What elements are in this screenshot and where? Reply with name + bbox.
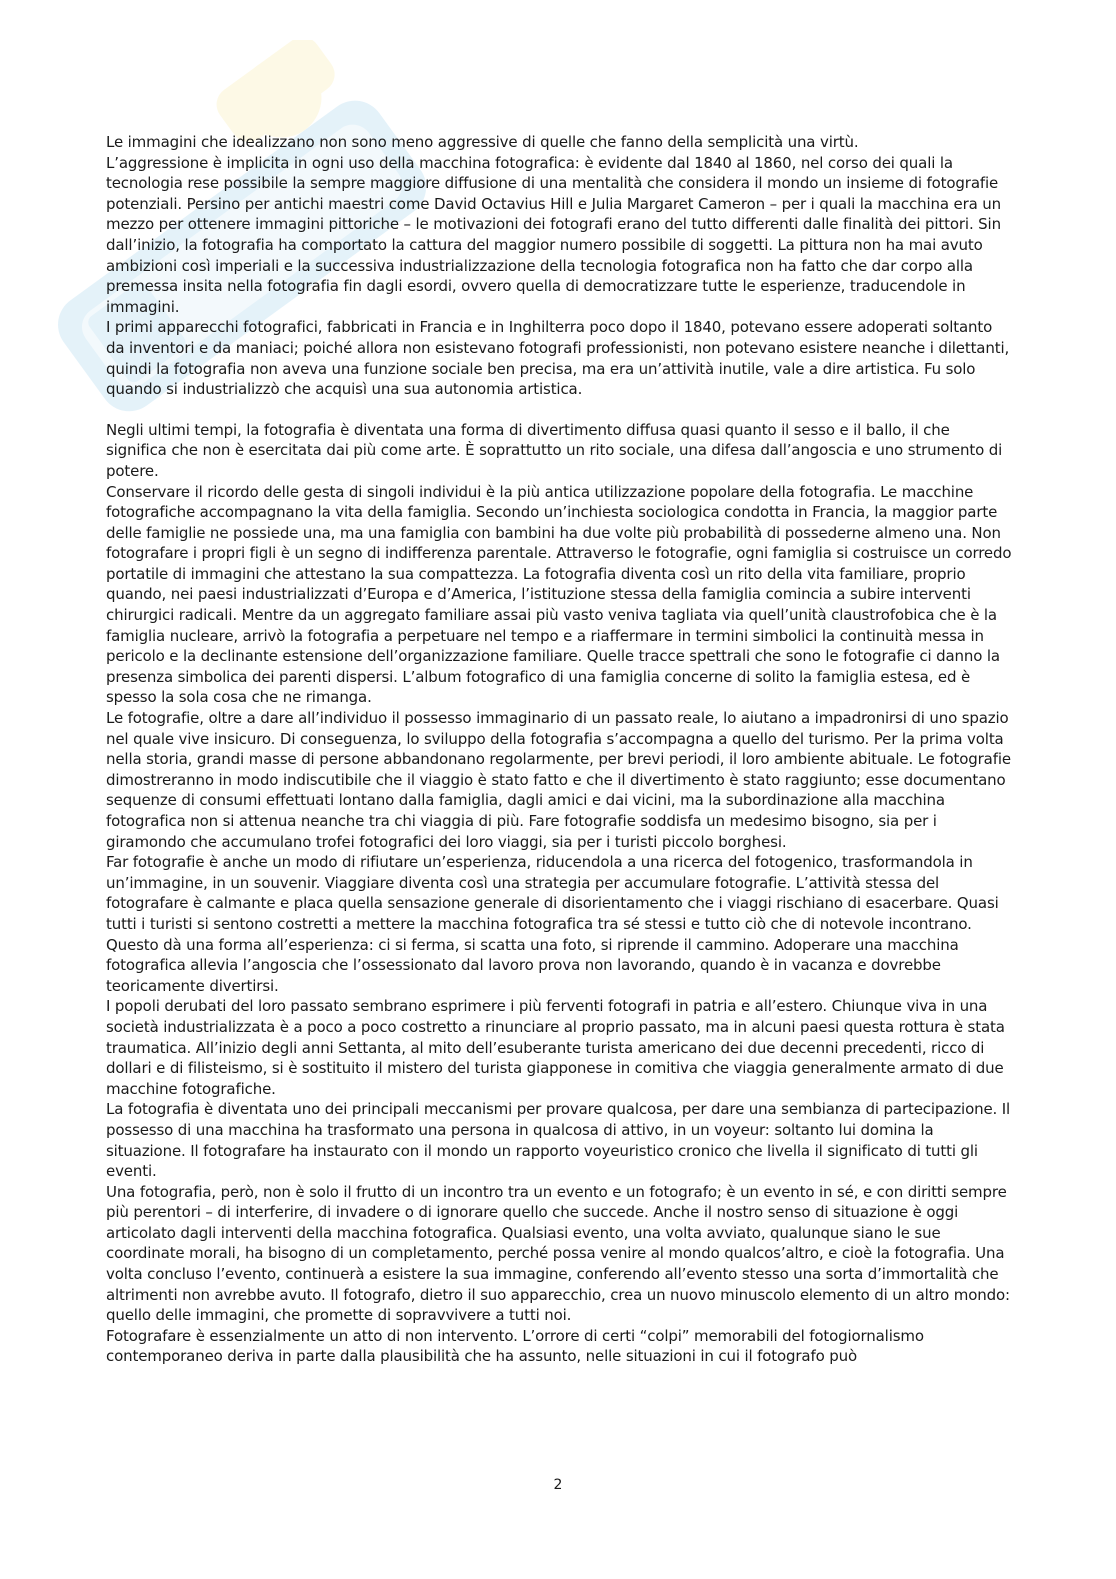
paragraph: Negli ultimi tempi, la fotografia è diventata una forma di divertimento diffusa quasi quanto il sesso e il ballo, il che significa che non è esercitata dai più come arte. È soprattutto un rito sociale, una difesa dall’angoscia e uno strumento di potere. (106, 420, 1003, 480)
paragraph: La fotografia è diventata uno dei principali meccanismi per provare qualcosa, per dare una sembianza di partecipazione. Il possesso di una macchina ha trasformato una persona in qualcosa di attivo, in un voyeur: soltanto lui domina la situazione. Il fotografare ha instaurato con il mondo un rapporto voyeuristico cronico che livella il significato di tutti gli eventi. (106, 1100, 1011, 1181)
paragraph: Le immagini che idealizzano non sono meno aggressive di quelle che fanno della semplicità una virtù. (106, 133, 859, 151)
paragraph: Una fotografia, però, non è solo il frutto di un incontro tra un evento e un fotografo; è un evento in sé, e con diritti sempre più perentori – di interferire, di invadere o di ignorare quello che succede. Anche il nostro senso di situazione è oggi articolato dagli interventi della macchina fotografica. Qualsiasi evento, una volta avviato, qualunque siano le sue coordinate morali, ha bisogno di un completamento, perché possa venire al mondo qualcos’altro, e cioè la fotografia. Una volta concluso l’evento, continuerà a esistere la sua immagine, conferendo all’evento stesso una sorta d’immortalità che altrimenti non avrebbe avuto. Il fotografo, dietro il suo apparecchio, crea un nuovo minuscolo elemento di un altro mondo: quello delle immagini, che promette di sopravvivere a tutti noi. (106, 1182, 1010, 1325)
page-number: 2 (553, 1477, 563, 1493)
paragraph: Le fotografie, oltre a dare all’individuo il possesso immaginario di un passato reale, lo aiutano a impadronirsi di uno spazio nel quale vive insicuro. Di conseguenza, lo sviluppo della fotografia s’accompagna a quello del turismo. Per la prima volta nella storia, grandi masse di persone abbandonano regolarmente, per brevi periodi, il loro ambiente abituale. Le fotografie dimostreranno in modo indiscutibile che il viaggio è stato fatto e che il divertimento è stato raggiunto; esse documentano sequenze di consumi effettuati lontano dalla famiglia, dagli amici e dai vicini, ma la subordinazione alla macchina fotografica non si attenua neanche tra chi viaggia di più. Fare fotografie soddisfa un medesimo bisogno, sia per i giramondo che accumulano trofei fotografici dei loro viaggi, sia per i turisti piccolo borghesi. (106, 709, 1011, 851)
paragraph: Fotografare è essenzialmente un atto di non intervento. L’orrore di certi “colpi” memorabili del fotogiornalismo contemporaneo deriva in parte dalla plausibilità che ha assunto, nelle situazioni in cui il fotografo può (106, 1326, 924, 1366)
body-text (106, 132, 1012, 1367)
paragraph: Far fotografie è anche un modo di rifiutare un’esperienza, riducendola a una ricerca del fotogenico, trasformandola in un’immagine, in un souvenir. Viaggiare diventa così una strategia per accumulare fotografie. L’attività stessa del fotografare è calmante e placa quella sensazione generale di disorientamento che i viaggi rischiano di esacerbare. Quasi tutti i turisti si sentono costretti a mettere la macchina fotografica tra sé stessi e tutto ciò che di notevole incontrano. Questo dà una forma all’esperienza: ci si ferma, si scatta una foto, si riprende il cammino. Adoperare una macchina fotografica allevia l’angoscia che l’ossessionato dal lavoro prova non lavorando, quando è in vacanza e dovrebbe teoricamente divertirsi. (106, 853, 999, 995)
paragraph: L’aggressione è implicita in ogni uso della macchina fotografica: è evidente dal 1840 al 1860, nel corso dei quali la tecnologia rese possibile la sempre maggiore diffusione di una mentalità che considera il mondo un insieme di fotografie potenziali. Persino per antichi maestri come David Octavius Hill e Julia Margaret Cameron – per i quali la macchina era un mezzo per ottenere immagini pittoriche – le motivazioni dei fotografi erano del tutto differenti dalle finalità dei pittori. Sin dall’inizio, la fotografia ha comportato la cattura del maggior numero possibile di soggetti. La pittura non ha mai avuto ambizioni così imperiali e la successiva industrializzazione della tecnologia fotografica non ha fatto che dar corpo alla premessa insita nella fotografia fin dagli esordi, ovvero quella di democratizzare tutte le esperienze, traducendole in immagini. (106, 153, 1001, 316)
paragraph: I primi apparecchi fotografici, fabbricati in Francia e in Inghilterra poco dopo il 1840, potevano essere adoperati soltanto da inventori e da maniaci; poiché allora non esistevano fotografi professionisti, non potevano esistere neanche i dilettanti, quindi la fotografia non aveva una funzione sociale ben precisa, ma era un’attività inutile, vale a dire artistica. Fu solo quando si industrializzò che acquisì una sua autonomia artistica. (106, 318, 1010, 399)
paragraph: Conservare il ricordo delle gesta di singoli individui è la più antica utilizzazione popolare della fotografia. Le macchine fotografiche accompagnano la vita della famiglia. Secondo un’inchiesta sociologica condotta in Francia, la maggior parte delle famiglie ne possiede una, ma una famiglia con bambini ha due volte più probabilità di possederne almeno una. Non fotografare i propri figli è un segno di indifferenza parentale. Attraverso le fotografie, ogni famiglia si costruisce un corredo portatile di immagini che attestano la sua compattezza. La fotografia diventa così un rito della vita familiare, proprio quando, nei paesi industrializzati d’Europa e d’America, l’istituzione stessa della famiglia comincia a subire interventi chirurgici radicali. Mentre da un aggregato familiare assai più vasto veniva tagliata via quell’unità claustrofobica che è la famiglia nucleare, arrivò la fotografia a perpetuare nel tempo e a riaffermare in termini simbolici la continuità messa in pericolo e la declinante estensione dell’organizzazione familiare. Quelle tracce spettrali che sono le fotografie ci danno la presenza simbolica dei parenti dispersi. L’album fotografico di una famiglia concerne di solito la famiglia estesa, ed è spesso la sola cosa che ne rimanga. (106, 482, 1012, 707)
paragraph: I popoli derubati del loro passato sembrano esprimere i più ferventi fotografi in patria e all’estero. Chiunque viva in una società industrializzata è a poco a poco costretto a rinunciare al proprio passato, ma in alcuni paesi questa rottura è stata traumatica. All’inizio degli anni Settanta, al mito dell’esuberante turista americano dei due decenni precedenti, ricco di dollari e di filisteismo, si è sostituito il mistero del turista giapponese in comitiva che viaggia generalmente armato di due macchine fotografiche. (106, 997, 1005, 1098)
